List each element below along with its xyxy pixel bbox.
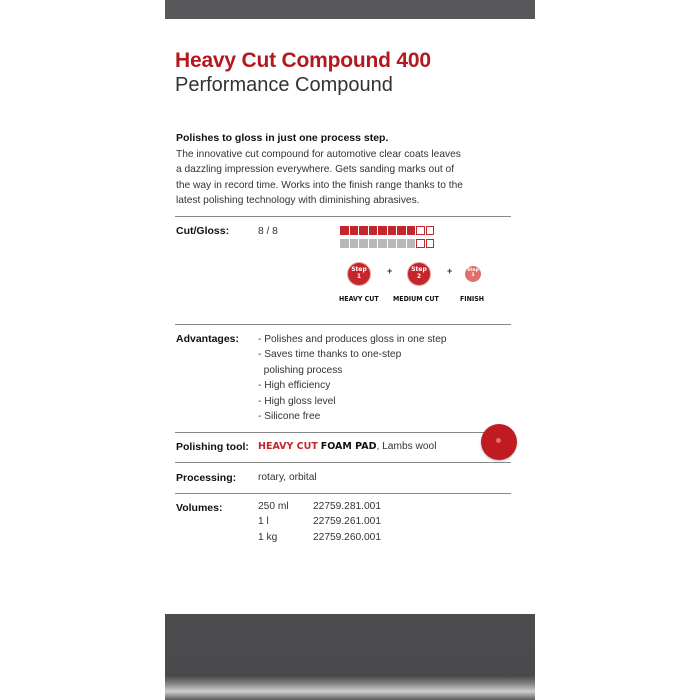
scale-cell-filled [378, 239, 387, 248]
volumes-label: Volumes: [176, 502, 223, 514]
step-2-badge-icon [408, 263, 430, 285]
scale-cell-filled [369, 239, 378, 248]
intro-line: a dazzling impression everywhere. Gets sanding marks out of [176, 164, 455, 176]
volume-code: 22759.260.001 [313, 532, 381, 543]
divider [175, 324, 511, 325]
intro-line: The innovative cut compound for automotive clear coats leaves [176, 149, 461, 160]
scale-cell-filled [397, 226, 406, 235]
list-item: - Polishes and produces gloss in one step [258, 334, 447, 345]
polishing-tool-value [258, 439, 437, 454]
volume-code: 22759.281.001 [313, 501, 381, 512]
intro-line: latest polishing technology with diminishing abrasives. [176, 195, 420, 207]
step-badge-number: 1 [356, 273, 362, 280]
cut-gloss-value: 8 / 8 [258, 226, 278, 237]
scale-cell-filled [407, 226, 416, 235]
product-sheet [175, 48, 511, 207]
step-badge-number: 3 [471, 273, 475, 278]
scale-cell-filled [350, 239, 359, 248]
step-badge-text: Step [467, 268, 479, 273]
product-title: Heavy Cut Compound 400 [175, 49, 431, 72]
step-badge-number: 2 [416, 273, 422, 280]
volume-size: 250 ml [258, 501, 289, 512]
intro-line: the way in record time. Works into the finish range thanks to the [176, 179, 463, 191]
list-item: - High gloss level [258, 395, 336, 407]
processing-label: Processing: [176, 472, 237, 484]
scale-cell-filled [340, 239, 349, 248]
step-badge-text: Step [411, 266, 427, 273]
scale-cell-filled [378, 226, 387, 235]
step-badge-text: Step [351, 266, 367, 273]
list-item: - Saves time thanks to one-step [258, 349, 402, 361]
pad-type: HEAVY CUT [258, 441, 318, 452]
advantages-list [258, 332, 447, 424]
cut-scale [340, 226, 434, 235]
advantages-label: Advantages: [176, 333, 240, 345]
divider [175, 462, 511, 463]
divider [175, 216, 511, 217]
scale-cell-filled [359, 226, 368, 235]
cut-gloss-label: Cut/Gloss: [176, 225, 230, 237]
divider [175, 432, 511, 433]
divider [175, 493, 511, 494]
scale-cell-filled [340, 226, 349, 235]
scale-cell-filled [350, 226, 359, 235]
scale-cell-filled [397, 239, 406, 248]
step-1-badge-icon [348, 263, 370, 285]
red-foam-pad-icon [481, 424, 517, 460]
list-item: polishing process [258, 364, 343, 376]
scale-cell-empty [426, 239, 435, 248]
scale-cell-filled [407, 239, 416, 248]
step-2-label: MEDIUM CUT [393, 295, 439, 303]
scale-cell-filled [369, 226, 378, 235]
scale-cell-empty [426, 226, 435, 235]
list-item: - Silicone free [258, 411, 321, 423]
scale-cell-empty [416, 226, 425, 235]
intro-text [176, 147, 512, 209]
plus-sign: + [447, 266, 453, 276]
polishing-tool-label: Polishing tool: [176, 441, 249, 453]
volume-code: 22759.261.001 [313, 516, 381, 527]
list-item: - High efficiency [258, 380, 331, 392]
processing-value: rotary, orbital [258, 472, 317, 483]
volume-size: 1 kg [258, 532, 278, 543]
scale-cell-filled [388, 226, 397, 235]
top-dark-bar [165, 0, 535, 19]
plus-sign: + [387, 266, 393, 276]
volume-size: 1 l [258, 516, 269, 527]
bottom-dark-bar [165, 614, 535, 700]
pad-name: FOAM PAD [320, 441, 377, 452]
scale-cell-filled [359, 239, 368, 248]
product-subtitle: Performance Compound [175, 74, 393, 96]
scale-cell-filled [388, 239, 397, 248]
pad-rest: , Lambs wool [376, 441, 437, 452]
scale-cell-empty [416, 239, 425, 248]
intro-heading: Polishes to gloss in just one process step. [176, 132, 389, 144]
step-3-badge-icon [465, 266, 481, 282]
step-1-label: HEAVY CUT [339, 295, 379, 303]
step-3-label: FINISH [460, 295, 485, 303]
gloss-scale [340, 239, 434, 248]
